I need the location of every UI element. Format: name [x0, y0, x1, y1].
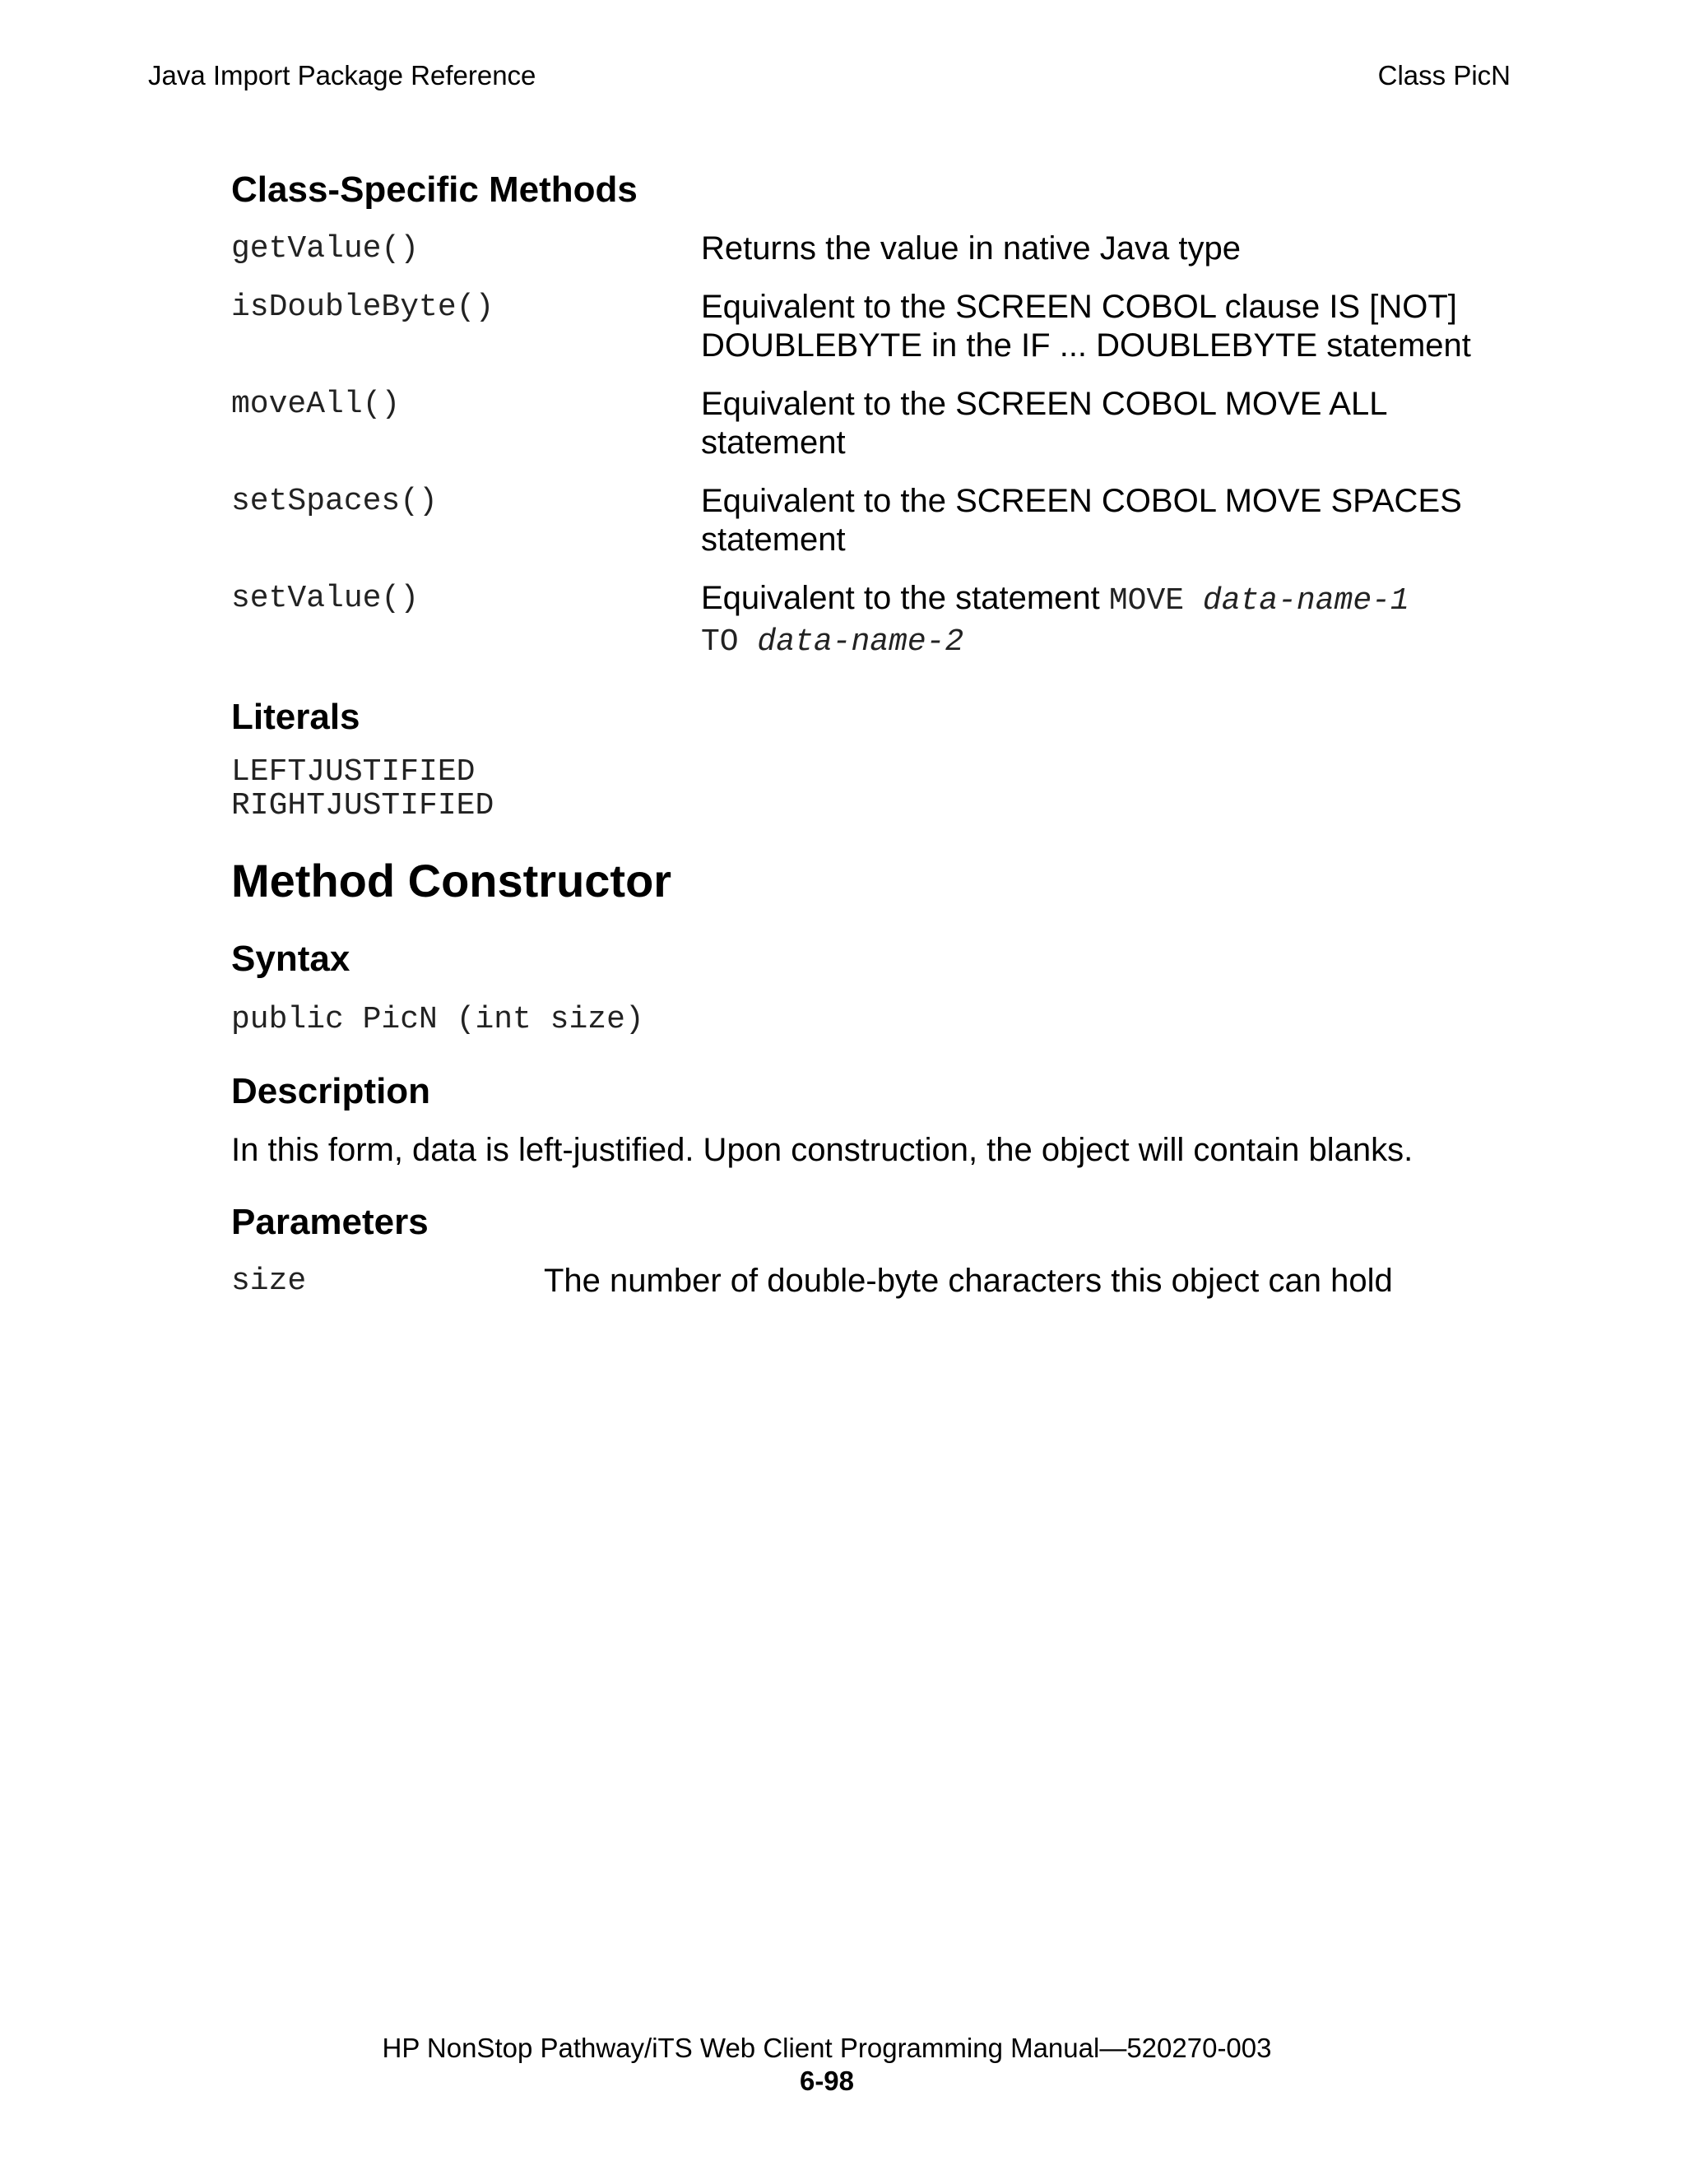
- method-name: moveAll(): [231, 387, 401, 422]
- literals-heading: Literals: [231, 697, 360, 737]
- method-name: getValue(): [231, 231, 420, 267]
- page-number: 6-98: [799, 2066, 855, 2096]
- literals-list: [231, 755, 1515, 823]
- method-name: setValue(): [231, 581, 420, 616]
- syntax-heading: Syntax: [231, 939, 350, 979]
- method-description: Equivalent to the SCREEN COBOL MOVE SPACES statement: [701, 483, 1462, 558]
- description-text: In this form, data is left-justified. Upon construction, the object will contain blanks.: [231, 1132, 1413, 1168]
- manual-title: HP NonStop Pathway/iTS Web Client Programming Manual—520270-003: [382, 2033, 1272, 2063]
- method-name: isDoubleByte(): [231, 290, 494, 325]
- running-header-left: Java Import Package Reference: [148, 60, 536, 90]
- method-description: Returns the value in native Java type: [701, 230, 1241, 267]
- class-specific-methods-heading: Class-Specific Methods: [231, 169, 638, 210]
- method-name: setSpaces(): [231, 484, 438, 519]
- description-heading: Description: [231, 1071, 431, 1111]
- method-description: Equivalent to the SCREEN COBOL MOVE ALL statement: [701, 386, 1386, 461]
- page-footer: [0, 2032, 1654, 2098]
- method-row: [231, 579, 1515, 661]
- parameters-heading: Parameters: [231, 1202, 429, 1242]
- code-keyword: TO: [701, 624, 758, 660]
- method-row: [231, 288, 1515, 365]
- method-row: [231, 482, 1515, 559]
- parameter-row: [231, 1262, 1515, 1301]
- method-row: [231, 230, 1515, 268]
- literal-item: RIGHTJUSTIFIED: [231, 788, 494, 823]
- method-description: Equivalent to the SCREEN COBOL clause IS [NOT] DOUBLEBYTE in the IF ... DOUBLEBYTE statement: [701, 289, 1471, 364]
- parameter-description: The number of double-byte characters this object can hold: [544, 1263, 1393, 1299]
- code-keyword: MOVE: [1108, 583, 1203, 619]
- literal-item: LEFTJUSTIFIED: [231, 754, 476, 790]
- parameter-name: size: [231, 1264, 307, 1299]
- code-placeholder: data-name-1: [1202, 583, 1409, 619]
- code-placeholder: data-name-2: [757, 624, 964, 660]
- page-content: [231, 169, 1515, 1301]
- syntax-code: public PicN (int size): [231, 1002, 644, 1037]
- description-text: Equivalent to the statement: [701, 580, 1109, 616]
- methods-table: [231, 230, 1515, 661]
- method-description: [701, 579, 1474, 661]
- method-row: [231, 385, 1515, 462]
- running-header-right: Class PicN: [1377, 60, 1511, 90]
- method-constructor-heading: Method Constructor: [231, 855, 672, 907]
